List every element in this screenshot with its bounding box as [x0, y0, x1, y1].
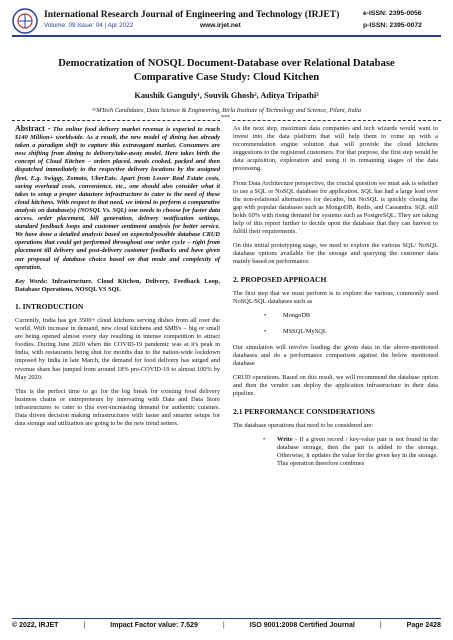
e-issn: e-ISSN: 2395-0056 [363, 10, 422, 17]
bullet-icon: • [264, 327, 267, 335]
performance-paragraph-1: The database operations that need to be considered are: [233, 421, 374, 429]
footer-page-number: Page 2428 [406, 622, 441, 629]
approach-paragraph-3: CRUD operations. Based on this result, we will recommend the database option and then the vendor can deploy the application infrastructure in their data pipeline. [233, 374, 438, 398]
keywords-text: Infrastructure, Cloud Kitchen, Delivery, Feedback Loop, Database Operations, NOSQL VS SQL [15, 277, 220, 293]
list-item [233, 312, 438, 320]
footer-copyright: © 2022, IRJET [12, 622, 59, 629]
paper-title-line-1: Democratization of NOSQL Document-Database over Relational Database [58, 58, 395, 69]
page-footer [12, 622, 441, 629]
left-column [15, 125, 220, 434]
approach-paragraph-1: The first step that we must perform is to explore the various, commonly used NoSQL/SQL databases such as [233, 289, 438, 305]
footer-separator: | [379, 622, 382, 629]
p-issn: p-ISSN: 2395-0072 [363, 22, 422, 29]
footer-separator: | [83, 622, 86, 629]
bullet-icon: • [264, 311, 267, 319]
section-heading-proposed-approach: 2. PROPOSED APPROACH [233, 274, 327, 284]
header-divider [12, 35, 441, 37]
paper-authors: Kaushik Ganguly¹, Souvik Ghosh², Aditya Tripathi³ [134, 91, 319, 100]
footer-iso: ISO 9001:2008 Certified Journal [249, 622, 355, 629]
right-column [233, 125, 438, 472]
abstract-label: Abstract - [15, 124, 51, 133]
body-paragraph-1: As the next step, maximum data companies and tech wizards would want to invest into the data platform that will help them to come up with a recommendation engine solution that will provide the cloud kitchens suggestions to the registered customers. For that purpose, the first step would be data acquisition, exploration and using it in remaining stages of the data processing. [233, 125, 438, 173]
body-paragraph-3: On this initial prototyping stage, we need to explore the various SQL/ NoSQL database options available for the storage and querying the customer data mainly based on performance. [233, 242, 438, 266]
section-heading-introduction: 1. INTRODUCTION [15, 301, 84, 311]
irjet-logo-icon [12, 8, 38, 34]
write-label: Write [277, 435, 293, 443]
write-operation-item [233, 436, 438, 468]
abstract-text: The online food delivery market revenue is expected to reach $140 Million+ worldwide. As a result, the new model of dining has already taken a paradigm shift to capture this extravagant market. Consumers are now shifting from dining to delivery/take-away model. Here takes birth the concept of Cloud Kitchen – orders placed, meals cooked, packed and then dispatched immediately to the respective delivery locations by the assigned fleet, E.g. Swiggy, Zomato, UberEats. Apart from Lower Real Estate costs, saving overhead costs, convenience, etc., one should also consider what it takes to setup a proper datastore infrastructure to cater to the need of these cloud kitchens. With respect to that need, we intend to perform a comparative analysis on database(s) (NOSQL Vs. SQL) one needs to choose for faster data access, order placement, bill generation, delivery notification settings, standard feedback loops and customer sentiment analysis for better service. We have done a detailed analysis based on expected/possible database CRUD operations that could get performed throughout one order cycle – right from placement till delivery and post-delivery customer feedbacks and have given our proposal of database choice based on that mode and complexity of operation. [15, 126, 221, 271]
bullet-icon: • [263, 435, 266, 443]
approach-paragraph-2: Our simulation will involve loading the given data in the above-mentioned databases and do a performance comparison against the below mentioned database [233, 343, 438, 368]
keywords-label: Key Words: [15, 277, 48, 285]
divider-mark: *** [221, 115, 230, 121]
body-paragraph-2: From Data Architecture perspective, the crucial question we must ask is whether to use a SQL or NoSQL database for application. SQL has had a large lead over the non-relational alternatives for decades, but NoSQL is quickly closing the gap with popular databases such as MongoDB, Redis, and Cassandra. SQL still holds 60% with rising demand for systems such as PostgreSQL. They are taking help of this report further to decide upon the database that they can harvest to fulfill their requirements. [233, 179, 438, 236]
paper-title [20, 57, 433, 85]
journal-website[interactable]: www.irjet.net [200, 22, 241, 29]
database-list [233, 312, 438, 336]
paper-title-line-2: Comparative Case Study: Cloud Kitchen [133, 72, 320, 83]
intro-paragraph-1: Currently, India has got 3500+ cloud kitchens serving dishes from all over the world. With increase in demand, new cloud kitchens and SMB's – big or small are being opened almost every day resulting in intense competition to attract foodies. During June 2020 when the COVID-19 pandemic was at it's peak in India, with restaurants being shut for months due to the nation-wide lockdown imposed by India in late March, the demand for food delivery has surged and revenue share has jumped from around 18% pre-COVID-19 to almost 100% by May 2020. [15, 316, 220, 381]
write-text: - If a given record / key-value pair is not found in the database storage, then the pair is added to the storage. Otherwise, it updates the value for the given key in the storage. This operation therefore combines [277, 435, 438, 467]
journal-name: International Research Journal of Engineering and Technology (IRJET) [44, 9, 340, 20]
keywords [15, 278, 220, 294]
footer-separator: | [222, 622, 225, 629]
author-affiliation: ¹ʲʳMTech Candidates, Data Science & Engineering, Birla Institute of Technology and Science, Pilani, India [91, 107, 362, 114]
section-heading-performance: 2.1 PERFORMANCE CONSIDERATIONS [233, 406, 375, 416]
list-item [233, 328, 438, 336]
volume-issue: Volume: 09 Issue: 04 | Apr 2022 [44, 22, 134, 29]
intro-paragraph-2: This is the perfect time to go for the big break for existing food delivery business chains or entrepreneurs by innovating with Data and Data Store infrastructures to cater to this ever-increasing demand for authentic cuisines. Data driven decision making infrastructures with faster and smarter setups for data storage and utilization are going to be the new trend setters. [15, 387, 220, 428]
abstract [15, 125, 220, 272]
list-item-label: MongoDB [283, 311, 311, 319]
footer-divider [12, 618, 441, 619]
footer-impact-factor: Impact Factor value: 7.529 [110, 622, 198, 629]
list-item-label: MSSQL/MySQL [283, 327, 327, 335]
